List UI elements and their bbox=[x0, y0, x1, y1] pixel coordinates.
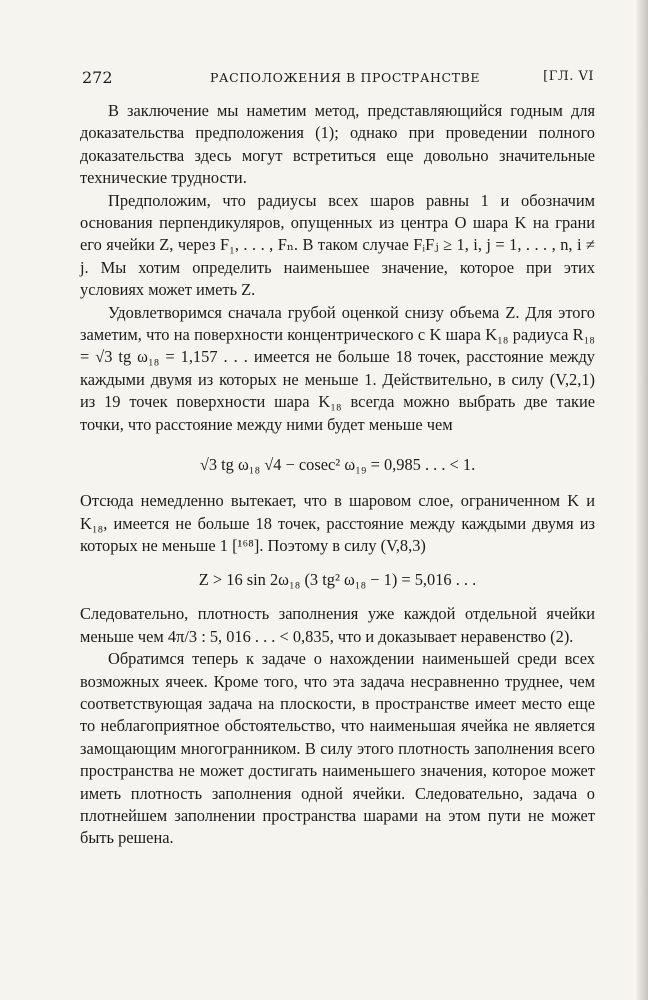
paragraph: В заключение мы наметим метод, представляющийся годным для доказательства предположения (1); однако при проведении полного доказательства здесь могут встретиться еще довольно значительные технические трудности. bbox=[80, 101, 595, 188]
paragraph: Следовательно, плотность заполнения уже каждой отдельной ячейки меньше чем 4π/3 : 5, 016 . . . < 0,835, что и доказывает неравенство (2). bbox=[80, 604, 595, 646]
paragraph: Удовлетворимся сначала грубой оценкой снизу объема Z. Для этого заметим, что на поверхности концентрического с K шара K₁₈ радиуса R₁₈ = √3 tg ω₁₈ = 1,157 . . . имеется не больше 18 точек, расстояние между каждыми двумя из которых не меньше 1. Действительно, в силу (V,2,1) из 19 точек поверхности шара K₁₈ всегда можно выбрать две такие точки, что расстояние между ними будет меньше чем bbox=[80, 302, 595, 434]
body-text bbox=[80, 100, 595, 850]
running-title: РАСПОЛОЖЕНИЯ В ПРОСТРАНСТВЕ bbox=[210, 70, 481, 85]
running-header bbox=[82, 68, 594, 92]
page-spine-shadow bbox=[634, 0, 648, 1000]
formula: √3 tg ω₁₈ √4 − cosec² ω₁₉ = 0,985 . . . < 1. bbox=[199, 455, 476, 475]
paragraph: Обратимся теперь к задаче о нахождении наименьшей среди всех возможных ячеек. Кроме того, что эта задача несравненно труднее, чем соответствующая задача на плоскости, в пространстве имеет место еще то неблагоприятное обстоятельство, что наименьшая ячейка не является замощающим многогранником. В силу этого плотность заполнения всего пространства не может достигать наименьшего значения, которое может иметь плотность заполнения одной ячейки. Следовательно, задача о плотнейшем заполнении пространства шарами на этом пути не может быть решена. bbox=[80, 649, 595, 848]
page-number: 272 bbox=[82, 68, 113, 87]
formula: Z > 16 sin 2ω₁₈ (3 tg² ω₁₈ − 1) = 5,016 . . . bbox=[198, 570, 477, 590]
paragraph: Отсюда немедленно вытекает, что в шаровом слое, ограниченном K и K₁₈, имеется не больше 18 точек, расстояние между каждыми двумя из которых не меньше 1 [¹⁶⁸]. Поэтому в силу (V,8,3) bbox=[80, 491, 595, 555]
paragraph: Предположим, что радиусы всех шаров равны 1 и обозначим основания перпендикуляров, опущенных из центра O шара K на грани его ячейки Z, через F₁, . . . , Fₙ. В таком случае FᵢFⱼ ≥ 1, i, j = 1, . . . , n, i ≠ j. Мы хотим определить наименьшее значение, которое при этих условиях может иметь Z. bbox=[80, 190, 595, 300]
chapter-reference: [ГЛ. VI bbox=[543, 69, 594, 84]
